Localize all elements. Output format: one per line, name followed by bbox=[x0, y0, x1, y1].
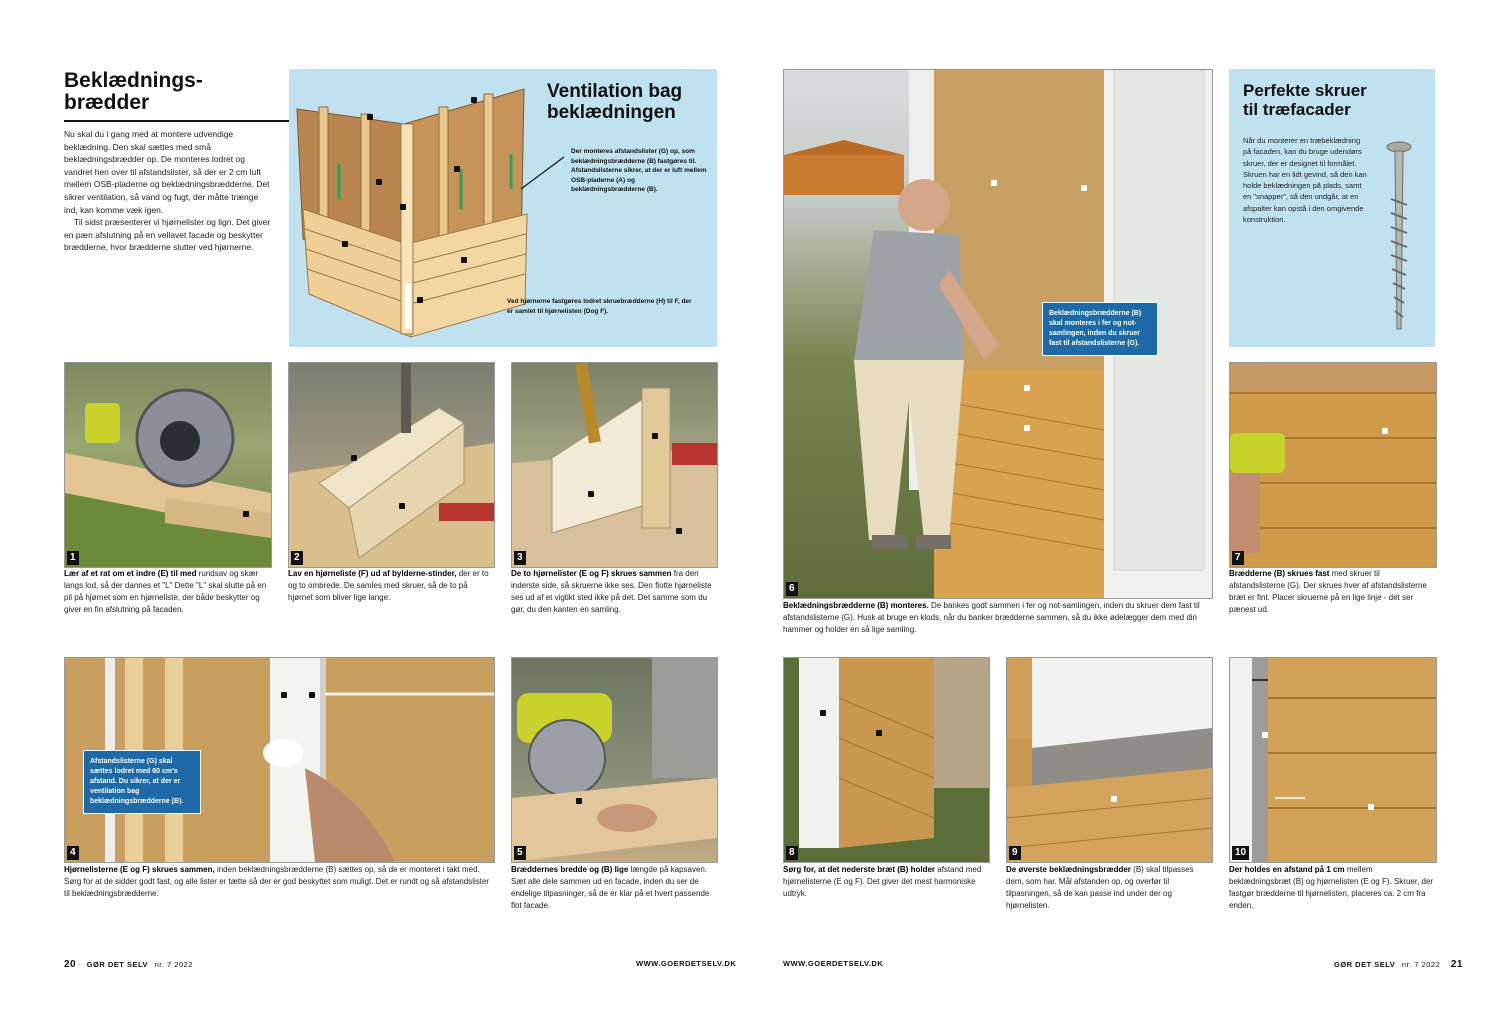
step-number: 8 bbox=[786, 846, 798, 860]
sidebar-title bbox=[1243, 81, 1429, 119]
page-number: 20 bbox=[64, 959, 77, 970]
title-line: brædder bbox=[64, 91, 150, 114]
info-callout: Afstandslisterne (G) skal sættes lodret med 60 cm's afstand. Du sikrer, at der er ventilation bag beklædningsbrædderne (B). bbox=[83, 750, 201, 814]
step-number: 6 bbox=[786, 582, 798, 596]
footer-brand: GØR DET SELV bbox=[86, 960, 149, 969]
photo-caption bbox=[64, 568, 270, 616]
step-number: 1 bbox=[67, 551, 79, 565]
step-number: 3 bbox=[514, 551, 526, 565]
step-number: 10 bbox=[1232, 846, 1249, 860]
caption-lead: De to hjørnelister (E og F) skrues sammen bbox=[511, 569, 672, 578]
info-callout: Beklædningsbrædderne (B) skal monteres i fer og not-samlingen, inden du skruer fast til afstandslisterne (G). bbox=[1042, 302, 1158, 356]
caption-lead: Bræddernes bredde og (B) lige bbox=[511, 865, 629, 874]
intro-paragraph: Til sidst præsenterer vi hjørnelister og lign. Det giver en pæn afslutning på en vellavet facade og beskytter brædderne, hvor brædderne slutter ved hjørnerne. bbox=[64, 217, 271, 253]
footer-url: WWW.GOERDETSELV.DK bbox=[636, 959, 737, 968]
step-number: 4 bbox=[67, 846, 79, 860]
caption-text: afstand med hjørnelisterne (E og F). Det giver det mest harmoniske udtryk. bbox=[783, 865, 982, 898]
title-divider bbox=[64, 120, 290, 122]
ventilation-diagram-box bbox=[289, 69, 717, 347]
footer-issue: nr. 7 2022 bbox=[154, 960, 193, 969]
photo-bottom-board bbox=[783, 657, 990, 863]
caption-lead: Brædderne (B) skrues fast bbox=[1229, 569, 1330, 578]
caption-text: (B) skal tilpasses dem, som har. Mål afstanden op, og overfør til tilpasningen, så de kan passe ind under der og hjørnelisten. bbox=[1006, 865, 1194, 910]
step-number: 7 bbox=[1232, 551, 1244, 565]
caption-text: inden beklædningsbrædderne (B) sættes op, så de er monteret i takt med. Sørg for at de sidder godt fast, og alle lister er tætte så der er god beskyttet som muligt. Det er rundt og så afstandslister til beklædningsbrædderne. bbox=[64, 865, 490, 898]
photo-caption bbox=[1229, 568, 1435, 616]
step-number: 5 bbox=[514, 846, 526, 860]
page-footer bbox=[1334, 959, 1463, 970]
footer-issue: nr. 7 2022 bbox=[1401, 960, 1441, 969]
diagram-note: Ved hjørnerne fastgøres lodret skruebrædderne (H) til F, der er samlet til hjørnelisten (Dog F). bbox=[507, 298, 692, 315]
footer-brand: GØR DET SELV bbox=[1334, 960, 1396, 969]
page-number: 21 bbox=[1450, 959, 1463, 970]
sidebar-title-line: til træfacader bbox=[1243, 100, 1351, 119]
photo-drilling-boards bbox=[1229, 362, 1437, 568]
step-number: 9 bbox=[1009, 846, 1021, 860]
intro-text bbox=[64, 128, 272, 254]
caption-text: fra den inderste side, så skruerne ikke ses. Den flotte hjørneliste ses ud af et vigtikt sted ikke på det. Det samme som du gør, du den kanten en samling. bbox=[511, 569, 712, 614]
caption-text: med skruer til afstandslisterne (G). Der skrues hver af afstandslisterne bræt er fint. Placer skruerne på en lige linje - det ser pænest ud. bbox=[1229, 569, 1427, 614]
caption-lead: Sørg for, at det nederste bræt (B) holder bbox=[783, 865, 936, 874]
photo-wall-battens bbox=[64, 657, 495, 863]
step-number: 2 bbox=[291, 551, 303, 565]
photo-installing-boards bbox=[783, 69, 1213, 599]
diagram-title-line: Ventilation bag bbox=[547, 81, 683, 102]
photo-caption bbox=[288, 568, 493, 604]
caption-lead: Lær af et rat om et indre (E) til med bbox=[64, 569, 197, 578]
caption-text: længde på kapsaven. Sæt alle dele sammen ud en facade, inden du ser de endelige tilpasninger, så de er klar på et hvert passende flot facade. bbox=[511, 865, 710, 910]
screw-sidebar bbox=[1229, 69, 1435, 347]
caption-lead: Hjørnelisterne (E og F) skrues sammen, bbox=[64, 865, 215, 874]
diagram-title bbox=[547, 81, 717, 123]
photo-caption bbox=[1229, 864, 1435, 912]
page-title bbox=[64, 70, 290, 114]
photo-caption bbox=[783, 600, 1211, 636]
photo-caption bbox=[1006, 864, 1211, 912]
caption-text: mellem beklædningsbræt (B) og hjørnelisten (E og F). Skruer, der fastgør brædderne til hjørnelisten, placeres ca. 2 cm fra enden. bbox=[1229, 865, 1434, 910]
sidebar-title-line: Perfekte skruer bbox=[1243, 81, 1367, 100]
intro-paragraph: Nu skal du i gang med at montere udvendige beklædning. Den skal sættes med små beklædningsbrædder op. De monteres lodret og vandret hen over til afstandslister, så der er 2 cm luft mellem OSB-pladerne og beklædningsbrædderne. Det sikrer ventilation, så vand og fugt, der måtte trænge ind, kan komme væk igen. bbox=[64, 129, 270, 215]
photo-screwing-corner bbox=[511, 362, 718, 568]
caption-text: rundsav og skær langs lod, så der dannes et "L" Dette "L" skal slutte på en pil på hjørnet som en hjørneliste, der både beskytter og giver en fin afslutning på facaden. bbox=[64, 569, 267, 614]
photo-board-distance bbox=[1229, 657, 1437, 863]
photo-circular-saw bbox=[64, 362, 272, 568]
photo-top-board bbox=[1006, 657, 1213, 863]
diagram-note: Der monteres afstandslister (G) op, som beklædningsbrædderne (B) fastgøres til. Afstandslisterne sikrer, at der er luft mellem OSB-pladerne (A) og beklædningsbrædderne (B). bbox=[571, 148, 707, 193]
photo-caption bbox=[511, 864, 716, 912]
screw-icon bbox=[1379, 139, 1419, 339]
sidebar-text: Når du monterer en træbeklædning på facaden, kan du bruge udendørs skruer, der er designet til formålet. Skruen har en lidt gevind, så den kan holde beklædningen på plads, samt en "snapper", så den undgår, at en afspalter kan opstå i den omgivende konstruktion. bbox=[1243, 136, 1367, 225]
photo-caption bbox=[783, 864, 988, 900]
photo-caption bbox=[511, 568, 716, 616]
title-line: Beklædnings- bbox=[64, 69, 203, 92]
photo-caption bbox=[64, 864, 493, 900]
diagram-title-line: beklædningen bbox=[547, 102, 676, 123]
footer-url: WWW.GOERDETSELV.DK bbox=[783, 959, 884, 968]
caption-text: De bankes godt sammen i fer og not-samlingen, inden du skruer dem fast til afstandslisterne (G). Husk at bruge en klods, når du banker brædderne sammen, så du ikke ødelægger dem med din hammer og holder en så lige samling. bbox=[783, 601, 1200, 634]
caption-lead: Beklædningsbrædderne (B) monteres. bbox=[783, 601, 929, 610]
photo-corner-boards bbox=[288, 362, 495, 568]
caption-lead: Der holdes en afstand på 1 cm bbox=[1229, 865, 1345, 874]
caption-lead: Lav en hjørneliste (F) ud af bylderne-stinder, bbox=[288, 569, 457, 578]
caption-lead: De øverste beklædningsbrædder bbox=[1006, 865, 1131, 874]
photo-miter-saw bbox=[511, 657, 718, 863]
page-footer bbox=[64, 959, 193, 970]
caption-text: der er to og to ombrede. De samles med skruer, så de to på hjørnet som bliver lige lange. bbox=[288, 569, 489, 602]
